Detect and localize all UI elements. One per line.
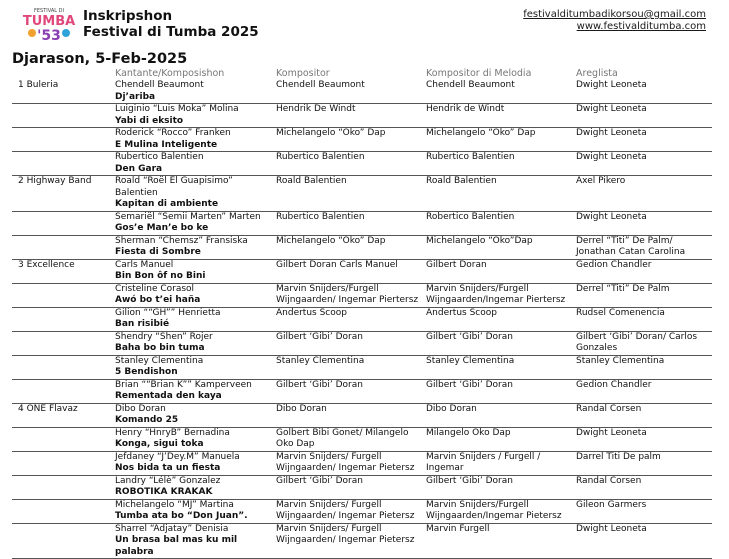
kantante-cell [112,451,273,475]
singer-name: Carls Manuel [115,259,174,270]
song-title: Konga, sigui toka [115,439,204,449]
song-title: Kapitan di ambiente [115,199,219,209]
section-cell [12,499,112,523]
melodia-cell: Marvin Snijders/Furgell Wijngaarden/Ingemar Piertersz [423,283,573,307]
song-title: Awó bo t’ei haña [115,295,201,305]
festival-logo [20,3,78,47]
areglista-cell: Darrel Titi De palm [573,451,712,475]
song-title: Tumba ata bo “Don Juan”. [115,511,248,521]
song-title: Dj’ariba [115,91,156,102]
kantante-cell [112,355,273,379]
kompositor-cell: Golbert Bibi Gonet/ Milangelo Oko Dap [273,427,423,451]
section-cell: 2 Highway Band [12,176,112,212]
kantante-cell [112,307,273,331]
kantante-cell [112,80,273,104]
singer-name: Roderick “Rocco” Franken [115,128,231,138]
kantante-cell [112,259,273,283]
melodia-cell: Hendrik de Windt [423,104,573,128]
melodia-cell: Marvin Furgell [423,523,573,559]
singer-name: Michelangelo “MJ” Martina [115,499,234,510]
areglista-cell: Dwight Leoneta [573,128,712,152]
areglista-cell: Dwight Leoneta [573,211,712,235]
singer-name: Jefdaney “J’Dey.M” Manuela [115,451,240,462]
table-row [12,176,712,212]
kompositor-cell: Gilbert ‘Gibi’ Doran [273,331,423,355]
singer-name: Chendell Beaumont [115,80,204,90]
kompositor-cell: Rubertico Balentien [273,152,423,176]
areglista-cell: Derrel “Titi” De Palm [573,283,712,307]
kompositor-cell: Gilbert ‘Gibi’ Doran [273,379,423,403]
website-link[interactable]: www.festivalditumba.com [576,21,706,32]
areglista-cell: Gileon Garmers [573,499,712,523]
singer-name: Henry “HnryB” Bernadina [115,427,230,438]
kantante-cell [112,427,273,451]
singer-name: Landry “Lélè” Gonzalez [115,475,221,486]
singer-name: Sherman “Chemsz” Fransiska [115,235,248,246]
table-row [12,355,712,379]
areglista-cell: Dwight Leoneta [573,152,712,176]
melodia-cell: Andertus Scoop [423,307,573,331]
kantante-cell [112,403,273,427]
kompositor-cell: Stanley Clementina [273,355,423,379]
areglista-cell: Gilbert ‘Gibi’ Doran/ Carlos Gonzales [573,331,712,355]
table-row [12,128,712,152]
melodia-cell: Marvin Snijders / Furgell / Ingemar [423,451,573,475]
kompositor-cell: Roald Balentien [273,176,423,212]
document-title [83,8,259,40]
singer-name: Luiginio “Luis Moka” Molina [115,104,239,114]
song-title: Un brasa bal mas ku mil palabra [115,535,238,557]
singer-name: Brian ““Brian K”” Kamperveen [115,379,252,390]
table-row [12,259,712,283]
section-cell [12,355,112,379]
kantante-cell [112,379,273,403]
svg-text:'53: '53 [37,28,61,44]
contact-info [523,9,706,33]
song-title: E Mulina Inteligente [115,139,218,150]
column-header-section [12,67,112,80]
kompositor-cell: Gilbert Doran Carls Manuel [273,259,423,283]
table-row [12,523,712,559]
table-header-row [12,67,712,80]
table-row [12,427,712,451]
table-row [12,475,712,499]
singer-name: Shendry “Shen” Rojer [115,331,213,342]
kompositor-cell: Andertus Scoop [273,307,423,331]
melodia-cell: Robertico Balentien [423,211,573,235]
kompositor-cell: Marvin Snijders/ Furgell Wijngaarden/ Ingemar Pietersz [273,499,423,523]
column-header-kompositor: Kompositor [276,68,330,79]
kompositor-cell: Michelangelo “Oko” Dap [273,235,423,259]
table-row [12,104,712,128]
areglista-cell: Randal Corsen [573,403,712,427]
melodia-cell: Gilbert ‘Gibi’ Doran [423,379,573,403]
section-cell: 4 ONE Flavaz [12,403,112,427]
song-title: Rementada den kaya [115,391,222,401]
kantante-cell [112,331,273,355]
singer-name: Roald “Roël El Guapisimo” Balentien [115,176,233,198]
section-cell [12,523,112,559]
kantante-cell [112,523,273,559]
song-title: Den Gara [115,163,163,174]
section-cell [12,307,112,331]
kantante-cell [112,475,273,499]
section-cell [12,152,112,176]
section-cell [12,235,112,259]
kantante-cell [112,499,273,523]
singer-name: Rubertico Balentien [115,152,204,162]
section-cell [12,427,112,451]
table-row [12,235,712,259]
kompositor-cell: Chendell Beaumont [273,80,423,104]
email-link[interactable]: festivalditumbadikorsou@gmail.com [523,9,706,20]
column-header-areglista: Areglista [576,68,618,79]
melodia-cell: Gilbert Doran [423,259,573,283]
section-cell: 3 Excellence [12,259,112,283]
table-row [12,80,712,104]
kompositor-cell: Rubertico Balentien [273,211,423,235]
title-line-1: Inskripshon [83,8,173,24]
kompositor-cell: Michelangelo “Oko” Dap [273,128,423,152]
date-heading: Djarason, 5-Feb-2025 [12,51,188,67]
areglista-cell: Dwight Leoneta [573,80,712,104]
singer-name: Stanley Clementina [115,355,204,366]
melodia-cell: Rubertico Balentien [423,152,573,176]
svg-text:TUMBA: TUMBA [22,14,76,29]
areglista-cell: Derrel “Titi” De Palm/ Jonathan Catan Carolina [573,235,712,259]
table-row [12,499,712,523]
table-row [12,211,712,235]
section-cell [12,211,112,235]
registration-table [12,67,712,559]
song-title: Gos’e Man’e bo ke [115,223,209,233]
song-title: Bin Bon ôf no Bini [115,271,206,281]
areglista-cell: Dwight Leoneta [573,104,712,128]
song-title: Fiesta di Sombre [115,247,201,257]
kompositor-cell: Dibo Doran [273,403,423,427]
melodia-cell: Milangelo Oko Dap [423,427,573,451]
kompositor-cell: Gilbert ‘Gibi’ Doran [273,475,423,499]
melodia-cell: Michelangelo “Oko” Dap [423,128,573,152]
song-title: Yabi di eksito [115,115,184,126]
kantante-cell [112,176,273,212]
kantante-cell [112,152,273,176]
song-title: Nos bida ta un fiesta [115,463,221,473]
areglista-cell: Rudsel Comenencia [573,307,712,331]
singer-name: Dibo Doran [115,403,166,414]
areglista-cell: Gedion Chandler [573,379,712,403]
song-title: Ban risibié [115,319,170,329]
melodia-cell: Dibo Doran [423,403,573,427]
table-row [12,152,712,176]
melodia-cell: Michelangelo “Oko”Dap [423,235,573,259]
melodia-cell: Roald Balentien [423,176,573,212]
svg-text:FESTIVAL DI: FESTIVAL DI [34,8,64,14]
singer-name: Semariël “Semii Marten” Marten [115,211,261,222]
singer-name: Cristeline Corasol [115,283,195,294]
kompositor-cell: Hendrik De Windt [273,104,423,128]
song-title: 5 Bendishon [115,367,178,377]
melodia-cell: Gilbert ‘Gibi’ Doran [423,331,573,355]
melodia-cell: Stanley Clementina [423,355,573,379]
areglista-cell: Axel Pikero [573,176,712,212]
section-cell [12,128,112,152]
kompositor-cell: Marvin Snijders/ Furgell Wijngaarden/ Ingemar Pietersz [273,523,423,559]
kantante-cell [112,104,273,128]
section-cell: 1 Buleria [12,80,112,104]
areglista-cell: Randal Corsen [573,475,712,499]
table-row [12,331,712,355]
melodia-cell: Gilbert ‘Gibi’ Doran [423,475,573,499]
table-row [12,403,712,427]
singer-name: Sharrel “Adjatay” Denisia [115,523,229,534]
kantante-cell [112,283,273,307]
areglista-cell: Dwight Leoneta [573,523,712,559]
section-cell [12,475,112,499]
melodia-cell: Chendell Beaumont [423,80,573,104]
song-title: Komando 25 [115,415,179,425]
kompositor-cell: Marvin Snijders/ Furgell Wijngaarden/ Ingemar Pietersz [273,451,423,475]
table-row [12,307,712,331]
areglista-cell: Stanley Clementina [573,355,712,379]
column-header-melodia: Kompositor di Melodia [426,68,532,79]
title-line-2: Festival di Tumba 2025 [83,24,259,40]
section-cell [12,451,112,475]
areglista-cell: Gedion Chandler [573,259,712,283]
song-title: ROBOTIKA KRAKAK [115,487,213,497]
table-row [12,283,712,307]
section-cell [12,283,112,307]
song-title: Baha bo bin tuma [115,343,205,353]
singer-name: Gilion ““GH”” Henrietta [115,307,221,318]
kantante-cell [112,211,273,235]
table-row [12,379,712,403]
kantante-cell [112,128,273,152]
kantante-cell [112,235,273,259]
areglista-cell: Dwight Leoneta [573,427,712,451]
section-cell [12,379,112,403]
melodia-cell: Marvin Snijders/Furgell Wijngaarden/Ingemar Pietersz [423,499,573,523]
section-cell [12,104,112,128]
table-row [12,451,712,475]
kompositor-cell: Marvin Snijders/Furgell Wijngaarden/ Ingemar Piertersz [273,283,423,307]
column-header-kantante: Kantante/Komposishon [115,68,225,79]
section-cell [12,331,112,355]
